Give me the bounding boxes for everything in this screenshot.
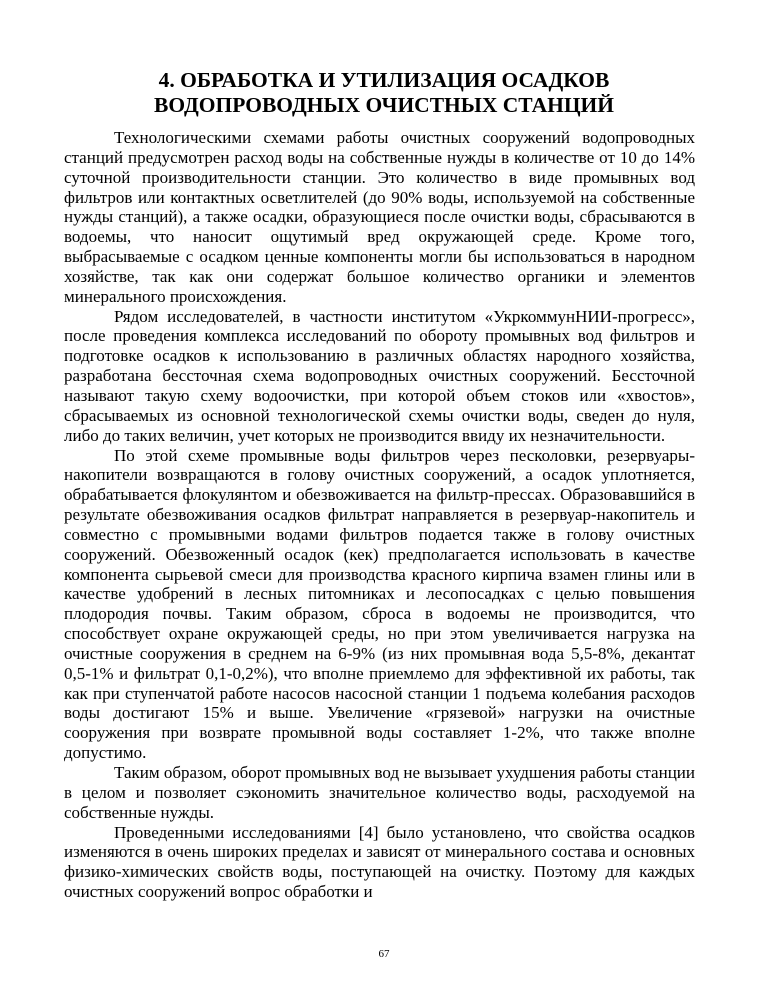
page-title: [60, 68, 708, 118]
title-line-1: 4. ОБРАБОТКА И УТИЛИЗАЦИЯ ОСАДКОВ: [158, 68, 610, 92]
title-line-2: ВОДОПРОВОДНЫХ ОЧИСТНЫХ СТАНЦИЙ: [154, 93, 614, 117]
paragraph: Таким образом, оборот промывных вод не вызывает ухудшения работы станции в целом и позволяет сэкономить значительное количество воды, расходуемой на собственные нужды.: [64, 763, 695, 822]
paragraph: Рядом исследователей, в частности институтом «УкркоммунНИИ-прогресс», после проведения комплекса исследований по обороту промывных вод фильтров и подготовке осадков к использованию в различных областях народного хозяйства, разработана бессточная схема водопроводных очистных сооружений. Бессточной называют такую схему водоочистки, при которой объем стоков или «хвостов», сбрасываемых из основной технологической схемы очистки воды, сведен до нуля, либо до таких величин, учет которых не производится ввиду их незначительности.: [64, 306, 695, 445]
paragraph: По этой схеме промывные воды фильтров через песколовки, резервуары-накопители возвращаются в голову очистных сооружений, а осадок уплотняется, обрабатывается флокулянтом и обезвоживается на фильтр-прессах. Образовавшийся в результате обезвоживания осадков фильтрат направляется в резервуар-накопитель и совместно с промывными водами фильтров подается также в голову очистных сооружений. Обезвоженный осадок (кек) предполагается использовать в качестве компонента сырьевой смеси для производства красного кирпича взамен глины или в качестве удобрений в лесных питомниках и лесопосадках с целью повышения плодородия почвы. Таким образом, сброса в водоемы не производится, что способствует охране окружающей среды, но при этом увеличивается нагрузка на очистные сооружения в среднем на 6-9% (из них промывная вода 5,5-8%, декантат 0,5-1% и фильтрат 0,1-0,2%), что вполне приемлемо для эффективной их работы, так как при ступенчатой работе насосов насосной станции 1 подъема колебания расходов воды достигают 15% и выше. Увеличение «грязевой» нагрузки на очистные сооружения при возврате промывной воды составляет 1-2%, что также вполне допустимо.: [64, 445, 695, 763]
body-text: [64, 128, 695, 902]
paragraph: Технологическими схемами работы очистных сооружений водопроводных станций предусмотрен расход воды на собственные нужды в количестве от 10 до 14% суточной производительности станции. Это количество в виде промывных вод фильтров или контактных осветлителей (до 90% воды, используемой на собственные нужды станций), а также осадки, образующиеся после очистки воды, сбрасываются в водоемы, что наносит ощутимый вред окружающей среде. Кроме того, выбрасываемые с осадком ценные компоненты могли бы использоваться в народном хозяйстве, так как они содержат большое количество органики и элементов минерального происхождения.: [64, 128, 695, 306]
paragraph: Проведенными исследованиями [4] было установлено, что свойства осадков изменяются в очень широких пределах и зависят от минерального состава и основных физико-химических свойств воды, поступающей на очистку. Поэтому для каждых очистных сооружений вопрос обработки и: [64, 822, 695, 902]
page-number: 67: [378, 948, 390, 960]
